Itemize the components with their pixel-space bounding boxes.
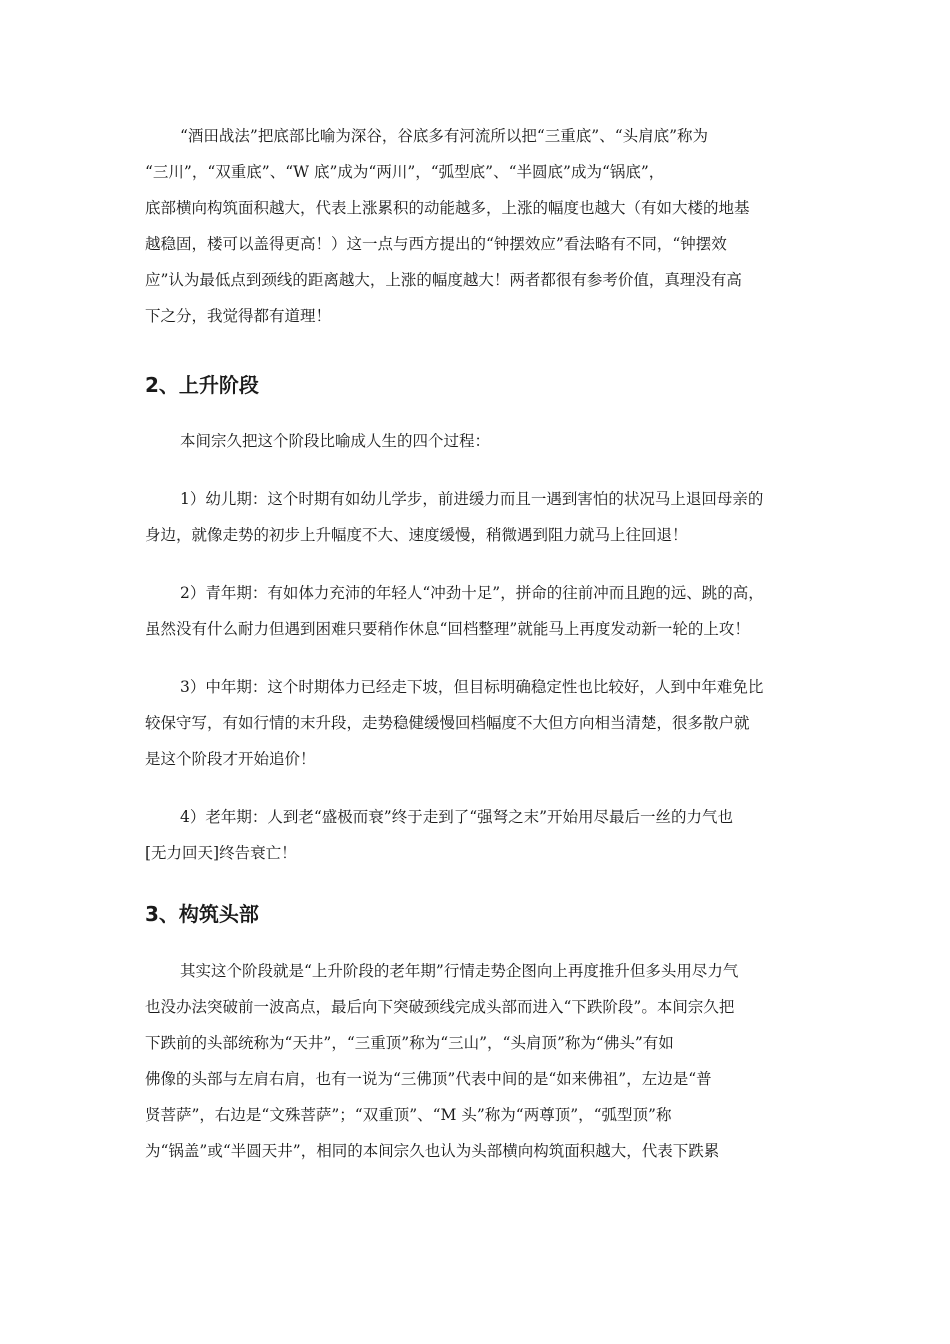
text-line: 3）中年期：这个时期体力已经走下坡，但目标明确稳定性也比较好，人到中年难免比	[180, 678, 764, 696]
stage-item-2	[145, 575, 815, 647]
text-line: 2）青年期：有如体力充沛的年轻人“冲劲十足”，拼命的往前冲而且跑的远、跳的高，	[180, 584, 764, 602]
text-line: 为“锅盖”或“半圆天井”，相同的本间宗久也认为头部横向构筑面积越大，代表下跌累	[145, 1142, 720, 1160]
text-line: 也没办法突破前一波高点，最后向下突破颈线完成头部而进入“下跌阶段”。本间宗久把	[145, 998, 735, 1016]
section3-body	[145, 953, 815, 1169]
intro-paragraph	[145, 118, 815, 334]
text-line: “酒田战法”把底部比喻为深谷，谷底多有河流所以把“三重底”、“头肩底”称为	[180, 127, 709, 145]
text-line: 佛像的头部与左肩右肩，也有一说为“三佛顶”代表中间的是“如来佛祖”，左边是“普	[145, 1070, 712, 1088]
text-line: 下之分，我觉得都有道理！	[145, 307, 332, 325]
text-line: 是这个阶段才开始追价！	[145, 750, 316, 768]
section2-intro	[145, 423, 815, 459]
section-heading-2: 2、上升阶段	[145, 373, 259, 397]
text-line: 贤菩萨”，右边是“文殊菩萨”；“双重顶”、“M 头”称为“两尊顶”，“弧型顶”称	[145, 1106, 672, 1124]
text-line: 应”认为最低点到颈线的距离越大，上涨的幅度越大！两者都很有参考价值，真理没有高	[145, 271, 742, 289]
stage-item-1	[145, 481, 815, 553]
text-line: 底部横向构筑面积越大，代表上涨累积的动能越多，上涨的幅度也越大（有如大楼的地基	[145, 199, 750, 217]
text-line: [无力回天]终告衰亡！	[145, 844, 297, 862]
text-line: 虽然没有什么耐力但遇到困难只要稍作休息“回档整理”就能马上再度发动新一轮的上攻！	[145, 620, 750, 638]
text-line: 较保守写，有如行情的末升段，走势稳健缓慢回档幅度不大但方向相当清楚，很多散户就	[145, 714, 750, 732]
text-line: 1）幼儿期：这个时期有如幼儿学步，前进缓力而且一遇到害怕的状况马上退回母亲的	[180, 490, 764, 508]
text-line: 4）老年期：人到老“盛极而衰”终于走到了“强弩之末”开始用尽最后一丝的力气也	[180, 808, 734, 826]
stage-item-4	[145, 799, 815, 871]
section-heading-3: 3、构筑头部	[145, 902, 259, 926]
text-line: 其实这个阶段就是“上升阶段的老年期”行情走势企图向上再度推升但多头用尽力气	[180, 962, 739, 980]
text-line: 本间宗久把这个阶段比喻成人生的四个过程：	[180, 432, 491, 450]
stage-item-3	[145, 669, 815, 777]
text-line: “三川”，“双重底”、“W 底”成为“两川”，“弧型底”、“半圆底”成为“锅底”，	[145, 163, 665, 181]
text-line: 身边，就像走势的初步上升幅度不大、速度缓慢，稍微遇到阻力就马上往回退！	[145, 526, 688, 544]
text-line: 下跌前的头部统称为“天井”，“三重顶”称为“三山”，“头肩顶”称为“佛头”有如	[145, 1034, 674, 1052]
text-line: 越稳固，楼可以盖得更高！）这一点与西方提出的“钟摆效应”看法略有不同，“钟摆效	[145, 235, 727, 253]
